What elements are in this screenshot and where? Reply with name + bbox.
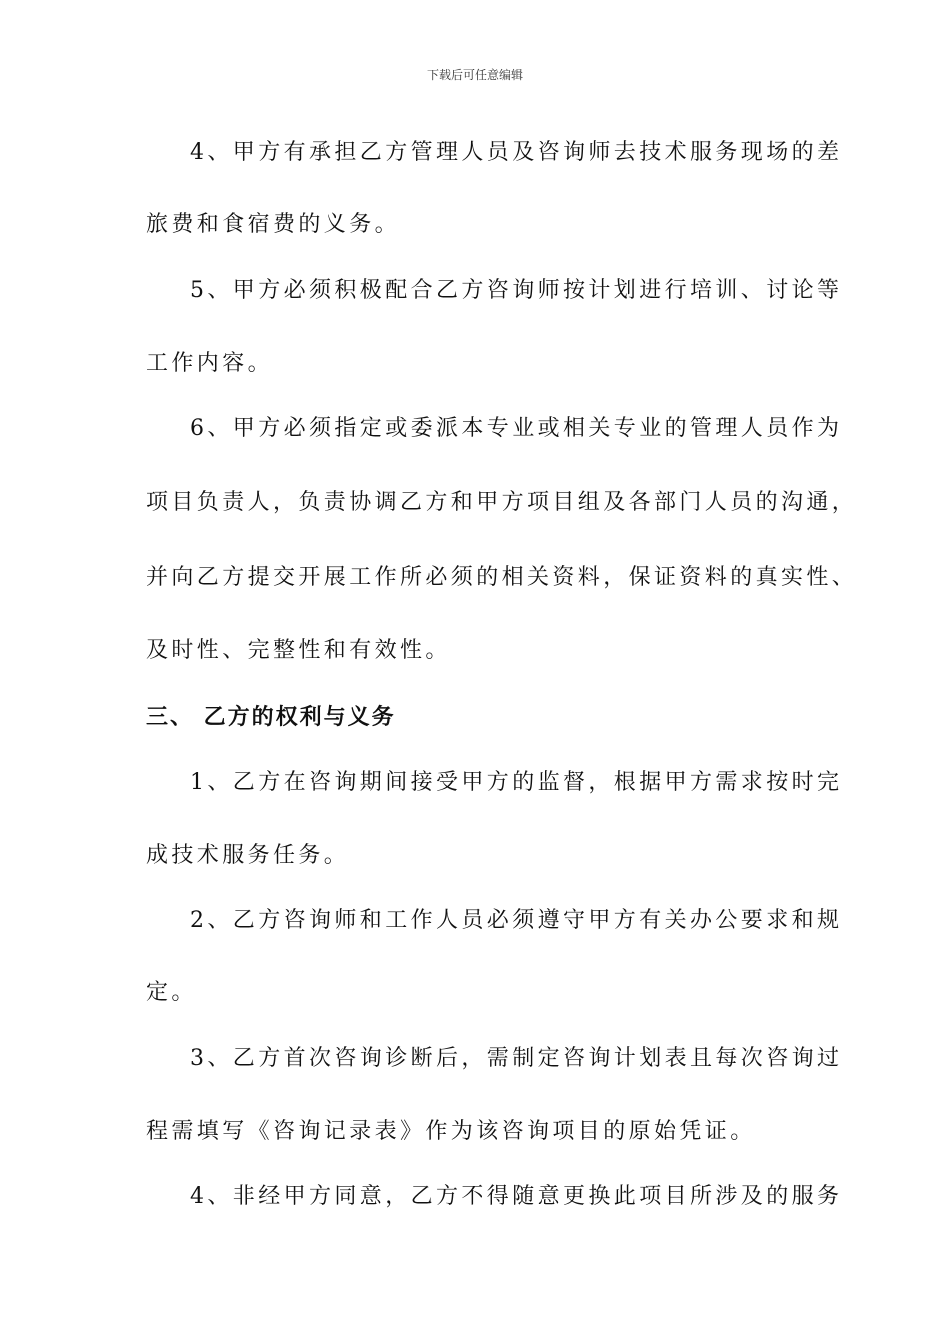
paragraph-line: 5、甲方必须积极配合乙方咨询师按计划进行培训、讨论等 — [190, 278, 843, 303]
paragraph-line: 6、甲方必须指定或委派本专业或相关专业的管理人员作为 — [190, 416, 843, 441]
paragraph-line: 并向乙方提交开展工作所必须的相关资料，保证资料的真实性、 — [146, 565, 858, 590]
paragraph-line: 项目负责人，负责协调乙方和甲方项目组及各部门人员的沟通， — [146, 490, 858, 515]
section-heading: 三、 乙方的权利与义务 — [146, 705, 396, 730]
paragraph-line: 工作内容。 — [146, 351, 274, 376]
paragraph-line: 2、乙方咨询师和工作人员必须遵守甲方有关办公要求和规 — [190, 908, 843, 933]
paragraph-line: 4、非经甲方同意，乙方不得随意更换此项目所涉及的服务 — [190, 1184, 843, 1209]
paragraph-line: 1、乙方在咨询期间接受甲方的监督，根据甲方需求按时完 — [190, 770, 843, 795]
paragraph-line: 程需填写《咨询记录表》作为该咨询项目的原始凭证。 — [146, 1119, 756, 1144]
paragraph-line: 3、乙方首次咨询诊断后，需制定咨询计划表且每次咨询过 — [190, 1046, 843, 1071]
paragraph-line: 及时性、完整性和有效性。 — [146, 638, 451, 663]
paragraph-line: 4、甲方有承担乙方管理人员及咨询师去技术服务现场的差 — [190, 140, 843, 165]
paragraph-line: 定。 — [146, 980, 197, 1005]
page-header: 下载后可任意编辑 — [426, 68, 523, 82]
paragraph-line: 成技术服务任务。 — [146, 843, 350, 868]
paragraph-line: 旅费和食宿费的义务。 — [146, 212, 401, 237]
